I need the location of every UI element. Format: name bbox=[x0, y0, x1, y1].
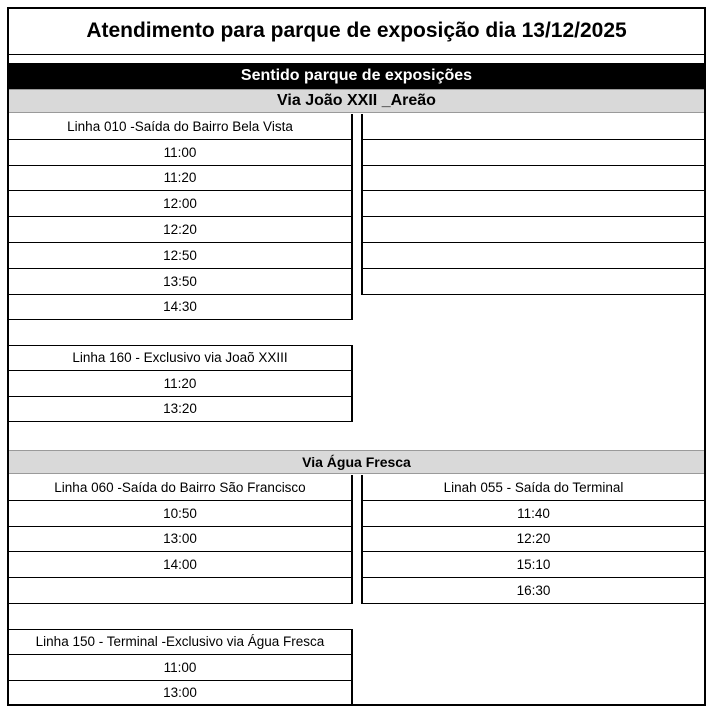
time-cell: 11:00 bbox=[9, 655, 351, 681]
empty-cell bbox=[363, 166, 704, 192]
time-cell: 12:50 bbox=[9, 243, 351, 269]
table-header: Linha 160 - Exclusivo via Joaõ XXIII bbox=[9, 345, 351, 371]
time-cell: 11:20 bbox=[9, 166, 351, 192]
table-header: Linha 060 -Saída do Bairro São Francisco bbox=[9, 475, 351, 501]
time-cell: 11:40 bbox=[363, 501, 704, 527]
empty-cell bbox=[363, 114, 704, 140]
empty-cell bbox=[363, 140, 704, 166]
page-title: Atendimento para parque de exposição dia 13/12/2025 bbox=[7, 7, 706, 55]
table-header: Linha 010 -Saída do Bairro Bela Vista bbox=[9, 114, 351, 140]
time-cell: 11:20 bbox=[9, 371, 351, 397]
table-header: Linah 055 - Saída do Terminal bbox=[363, 475, 704, 501]
table-linha-060 bbox=[9, 475, 353, 604]
empty-cell bbox=[363, 243, 704, 269]
empty-cell bbox=[363, 191, 704, 217]
time-cell: 16:30 bbox=[363, 578, 704, 604]
time-cell: 12:20 bbox=[9, 217, 351, 243]
table-linha-150 bbox=[9, 629, 353, 706]
time-cell: 15:10 bbox=[363, 552, 704, 578]
table-linah-055 bbox=[361, 475, 704, 604]
time-cell: 14:00 bbox=[9, 552, 351, 578]
time-cell: 13:50 bbox=[9, 269, 351, 295]
route-header-agua: Via Água Fresca bbox=[9, 450, 704, 474]
time-cell: 12:20 bbox=[363, 527, 704, 553]
route-header-joao: Via João XXII _Areão bbox=[9, 89, 704, 113]
table-empty-right bbox=[361, 114, 704, 295]
table-header: Linha 150 - Terminal -Exclusivo via Água Fresca bbox=[9, 629, 351, 655]
time-cell: 12:00 bbox=[9, 191, 351, 217]
table-linha-010 bbox=[9, 114, 353, 320]
time-cell: 10:50 bbox=[9, 501, 351, 527]
time-cell bbox=[9, 578, 351, 604]
time-cell: 13:00 bbox=[9, 681, 351, 707]
time-cell: 11:00 bbox=[9, 140, 351, 166]
empty-cell bbox=[363, 269, 704, 295]
empty-cell bbox=[363, 217, 704, 243]
time-cell: 13:00 bbox=[9, 527, 351, 553]
table-linha-160 bbox=[9, 345, 353, 422]
time-cell: 14:30 bbox=[9, 295, 351, 321]
time-cell: 13:20 bbox=[9, 397, 351, 423]
direction-header: Sentido parque de exposições bbox=[9, 63, 704, 89]
